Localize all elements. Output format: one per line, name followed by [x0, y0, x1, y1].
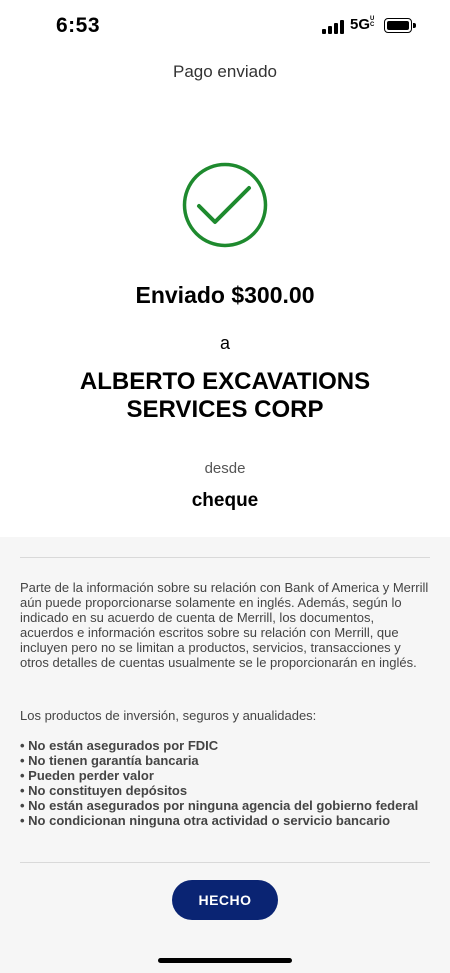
network-subtype: UC	[370, 16, 375, 28]
check-circle-icon	[182, 162, 268, 248]
source-account: cheque	[191, 490, 259, 511]
done-button[interactable]: HECHO	[172, 880, 278, 920]
status-bar	[0, 0, 450, 54]
recipient-name: ALBERTO EXCAVATIONS SERVICES CORP	[79, 368, 371, 423]
page-title: Pago enviado	[173, 62, 277, 81]
from-label: desde	[204, 460, 246, 477]
divider	[20, 862, 430, 863]
list-item: • No están asegurados por FDIC	[20, 738, 219, 753]
network-type: 5G	[350, 16, 371, 33]
list-item: • Pueden perder valor	[20, 768, 154, 783]
home-indicator[interactable]	[158, 958, 292, 963]
divider	[20, 557, 430, 558]
products-intro: Los productos de inversión, seguros y anualidades:	[20, 708, 317, 723]
list-item: • No condicionan ninguna otra actividad o servicio bancario	[20, 813, 391, 828]
cellular-signal-icon	[322, 20, 344, 34]
list-item: • No constituyen depósitos	[20, 783, 188, 798]
to-label: a	[219, 333, 230, 353]
battery-icon	[384, 18, 412, 33]
disclaimer-list	[20, 738, 430, 828]
list-item: • No tienen garantía bancaria	[20, 753, 199, 768]
sent-amount: Enviado $300.00	[135, 282, 315, 308]
list-item: • No están asegurados por ninguna agencia del gobierno federal	[20, 798, 419, 813]
network-indicator	[350, 16, 376, 33]
disclosure-paragraph: Parte de la información sobre su relación con Bank of America y Merrill aún puede proporcionarse solamente en inglés. Además, según lo indicado en su acuerdo de cuenta de Merrill, los documentos, acuerdos e información escritos sobre su relación con Merrill, que incluyen pero no se limitan a productos, servicios, transacciones y otros detalles de cuentas usualmente se le proporcionarán en inglés.	[20, 580, 429, 670]
status-time: 6:53	[56, 14, 101, 37]
